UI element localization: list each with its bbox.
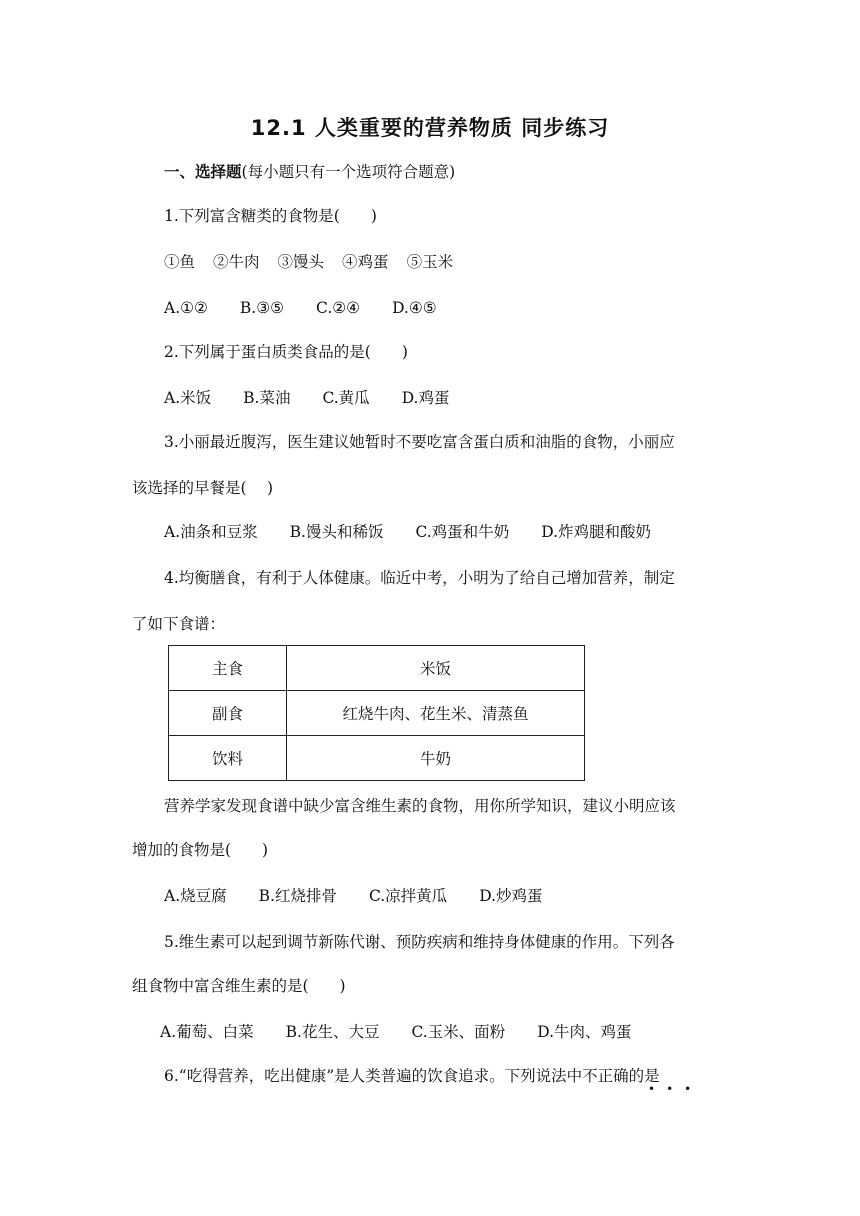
- q1-stem: 1.下列富含糖类的食物是( ): [164, 207, 377, 225]
- table-cell-key: 饮料: [169, 736, 287, 781]
- q1-option-c: C.②④: [316, 299, 361, 317]
- q3-options: [164, 522, 651, 542]
- q4-options: [164, 886, 543, 906]
- q4-follow-line2: 增加的食物是( ): [132, 841, 269, 859]
- q5-option-c: C.玉米、面粉: [411, 1023, 506, 1041]
- q3-option-d: D.炸鸡腿和酸奶: [541, 523, 652, 541]
- q4-option-d: D.炒鸡蛋: [479, 887, 543, 905]
- q3-option-b: B.馒头和稀饭: [289, 523, 384, 541]
- q2-option-c: C.黄瓜: [322, 389, 370, 407]
- q4-stem-line1: 4.均衡膳食，有利于人体健康。临近中考，小明为了给自己增加营养，制定: [164, 569, 675, 587]
- q1-item: ⑤玉米: [406, 253, 454, 271]
- table-cell-key: 副食: [169, 691, 287, 736]
- q6-stem-line1: 6.“吃得营养，吃出健康”是人类普遍的饮食追求。下列说法中不正确的是: [164, 1067, 660, 1085]
- q2-stem: 2.下列属于蛋白质类食品的是( ): [164, 343, 408, 361]
- menu-table: [168, 645, 585, 781]
- table-cell-value: 米饭: [287, 646, 585, 691]
- table-cell-value: 红烧牛肉、花生米、清蒸鱼: [287, 691, 585, 736]
- q4-follow-line1: 营养学家发现食谱中缺少富含维生素的食物，用你所学知识，建议小明应该: [164, 797, 676, 815]
- q4-stem-line2: 了如下食谱：: [132, 615, 226, 633]
- q1-item: ①鱼: [164, 253, 196, 271]
- q2-option-d: D.鸡蛋: [401, 389, 450, 407]
- q5-stem-line1: 5.维生素可以起到调节新陈代谢、预防疾病和维持身体健康的作用。下列各: [164, 933, 675, 951]
- table-row: [169, 736, 585, 781]
- emphasis-dots: •••: [648, 1082, 703, 1096]
- page-title: 12.1 人类重要的营养物质 同步练习: [250, 116, 610, 140]
- q4-option-b: B.红烧排骨: [258, 887, 337, 905]
- table-row: [169, 691, 585, 736]
- q5-option-d: D.牛肉、鸡蛋: [537, 1023, 632, 1041]
- q5-stem-line2: 组食物中富含维生素的是( ): [132, 977, 346, 995]
- table-row: [169, 646, 585, 691]
- q1-item: ③馒头: [277, 253, 325, 271]
- q3-option-c: C.鸡蛋和牛奶: [415, 523, 510, 541]
- q3-stem-line1: 3.小丽最近腹泻，医生建议她暂时不要吃富含蛋白质和油脂的食物，小丽应: [164, 433, 675, 451]
- q2-option-b: B.菜油: [243, 389, 291, 407]
- table-cell-key: 主食: [169, 646, 287, 691]
- q1-option-b: B.③⑤: [239, 299, 285, 317]
- q1-items: [164, 252, 471, 272]
- q5-option-b: B.花生、大豆: [285, 1023, 380, 1041]
- q5-options: [160, 1022, 632, 1042]
- q1-item: ④鸡蛋: [342, 253, 389, 271]
- q1-option-d: D.④⑤: [392, 299, 437, 317]
- q1-item: ②牛肉: [213, 253, 260, 271]
- q1-options: [164, 298, 437, 318]
- q3-option-a: A.油条和豆浆: [164, 523, 258, 541]
- q5-option-a: A.葡萄、白菜: [160, 1023, 254, 1041]
- section-heading: [164, 162, 455, 182]
- q2-option-a: A.米饭: [164, 389, 212, 407]
- section-heading-label: 一、选择题: [164, 163, 242, 181]
- q3-stem-line2: 该选择的早餐是( ): [132, 479, 274, 497]
- section-heading-note: (每小题只有一个选项符合题意): [241, 163, 456, 181]
- q2-options: [164, 388, 450, 408]
- q4-option-a: A.烧豆腐: [164, 887, 227, 905]
- q1-option-a: A.①②: [164, 299, 208, 317]
- table-cell-value: 牛奶: [287, 736, 585, 781]
- q4-option-c: C.凉拌黄瓜: [368, 887, 448, 905]
